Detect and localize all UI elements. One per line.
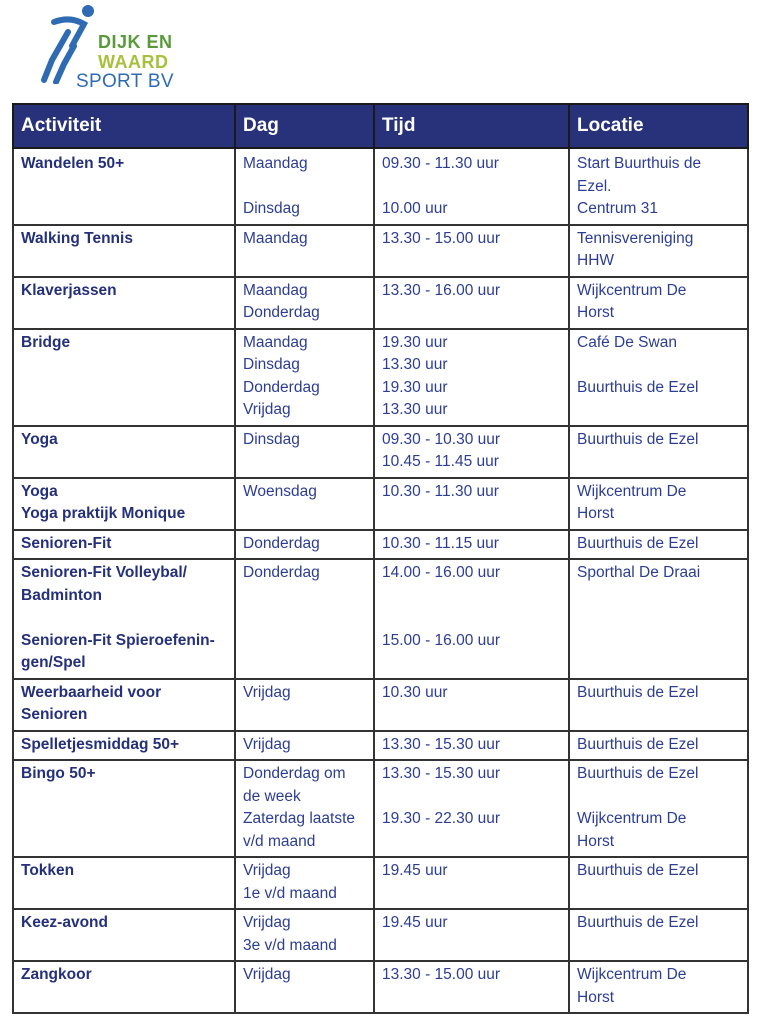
cell-text-line: 13.30 - 15.30 uur [382, 735, 501, 753]
day-cell [235, 329, 374, 426]
blank-line [382, 176, 561, 199]
activity-cell [13, 478, 235, 530]
cell-text-line: v/d maand [243, 832, 316, 850]
location-cell [569, 760, 748, 857]
column-header-tijd: Tijd [374, 104, 569, 148]
location-cell [569, 329, 748, 426]
cell-text-line: Bridge [21, 333, 71, 351]
cell-text-line: Maandag [243, 281, 308, 299]
cell-text-line: Yoga praktijk Monique [21, 505, 186, 522]
time-cell [374, 148, 569, 225]
logo-text-sport-bv: SPORT BV [76, 71, 174, 92]
day-cell [235, 148, 374, 225]
cell-text-line: 09.30 - 11.30 uur [382, 155, 499, 172]
cell-text-line: 10.30 - 11.15 uur [382, 534, 499, 552]
cell-text-line: Maandag [243, 229, 308, 247]
cell-text-line: Bingo 50+ [21, 765, 96, 782]
cell-text-line: Tokken [21, 862, 75, 879]
cell-text-line: Centrum 31 [577, 200, 658, 217]
cell-text-line: Woensdag [243, 482, 317, 500]
activity-cell [13, 731, 235, 761]
cell-text-line: Dinsdag [243, 356, 300, 373]
blank-line [382, 607, 561, 630]
cell-text-line: 19.45 uur [382, 862, 448, 879]
day-cell [235, 559, 374, 679]
cell-text-line: 10.30 - 11.30 uur [382, 482, 499, 500]
activity-cell [13, 225, 235, 277]
day-cell [235, 731, 374, 761]
cell-text-line: 19.45 uur [382, 914, 448, 931]
cell-text-line: Yoga [21, 482, 58, 500]
logo-text-waard: WAARD [98, 52, 169, 72]
table-body [13, 148, 748, 1013]
cell-text-line: Zaterdag laatste [243, 810, 356, 827]
cell-text-line: 14.00 - 16.00 uur [382, 564, 501, 581]
cell-text-line: Donderdag [243, 378, 320, 396]
table-row [13, 760, 748, 857]
table-row [13, 225, 748, 277]
cell-text-line: Horst [577, 505, 615, 522]
cell-text-line: 13.30 uur [382, 401, 448, 418]
cell-text-line: Start Buurthuis de [577, 155, 702, 172]
activity-cell [13, 329, 235, 426]
cell-text-line: 13.30 - 16.00 uur [382, 281, 501, 299]
cell-text-line: Spelletjesmiddag 50+ [21, 735, 180, 753]
cell-text-line: 13.30 uur [382, 356, 448, 373]
cell-text-line: Wijkcentrum De [577, 482, 687, 500]
cell-text-line: de week [243, 787, 301, 805]
cell-text-line: Senioren-Fit Volleybal/ [21, 564, 187, 581]
cell-text-line: Buurthuis de Ezel [577, 683, 699, 701]
time-cell [374, 909, 569, 961]
cell-text-line: Horst [577, 304, 615, 321]
blank-line [382, 585, 561, 608]
location-cell [569, 426, 748, 478]
day-cell [235, 225, 374, 277]
cell-text-line: Horst [577, 832, 615, 850]
time-cell [374, 329, 569, 426]
cell-text-line: Ezel. [577, 177, 612, 195]
time-cell [374, 961, 569, 1013]
activity-cell [13, 148, 235, 225]
day-cell [235, 961, 374, 1013]
activity-cell [13, 426, 235, 478]
cell-text-line: 1e v/d maand [243, 884, 337, 902]
cell-text-line: Dinsdag [243, 200, 300, 217]
cell-text-line: gen/Spel [21, 654, 86, 671]
day-cell [235, 530, 374, 560]
time-cell [374, 679, 569, 731]
cell-text-line: Buurthuis de Ezel [577, 914, 699, 931]
cell-text-line: 19.30 uur [382, 378, 448, 396]
table-row [13, 148, 748, 225]
table-row [13, 909, 748, 961]
cell-text-line: Tennisvereniging [577, 229, 694, 247]
cell-text-line: Buurthuis de Ezel [577, 534, 699, 552]
cell-text-line: Wandelen 50+ [21, 155, 125, 172]
cell-text-line: 15.00 - 16.00 uur [382, 631, 501, 649]
location-cell [569, 478, 748, 530]
activity-cell [13, 277, 235, 329]
column-header-locatie: Locatie [569, 104, 748, 148]
cell-text-line: 13.30 - 15.30 uur [382, 765, 501, 782]
day-cell [235, 426, 374, 478]
cell-text-line: Donderdag om [243, 765, 346, 782]
cell-text-line: Senioren [21, 706, 88, 723]
day-cell [235, 277, 374, 329]
column-header-dag: Dag [235, 104, 374, 148]
location-cell [569, 277, 748, 329]
cell-text-line: 13.30 - 15.00 uur [382, 966, 501, 983]
cell-text-line: 09.30 - 10.30 uur [382, 430, 501, 448]
cell-text-line: HHW [577, 252, 615, 269]
cell-text-line: 10.45 - 11.45 uur [382, 453, 499, 470]
cell-text-line: Buurthuis de Ezel [577, 862, 699, 879]
activity-cell [13, 530, 235, 560]
cell-text-line: Maandag [243, 155, 308, 172]
cell-text-line: Vrijdag [243, 914, 291, 931]
table-row [13, 478, 748, 530]
day-cell [235, 679, 374, 731]
table-row [13, 530, 748, 560]
time-cell [374, 857, 569, 909]
location-cell [569, 679, 748, 731]
time-cell [374, 478, 569, 530]
activity-cell [13, 559, 235, 679]
cell-text-line: Vrijdag [243, 862, 291, 879]
cell-text-line: Vrijdag [243, 683, 291, 701]
cell-text-line: Buurthuis de Ezel [577, 765, 699, 782]
cell-text-line: Horst [577, 988, 615, 1006]
table-row [13, 679, 748, 731]
cell-text-line: 3e v/d maand [243, 936, 337, 954]
cell-text-line: Wijkcentrum De [577, 281, 687, 299]
time-cell [374, 277, 569, 329]
cell-text-line: Dinsdag [243, 430, 300, 448]
blank-line [243, 176, 366, 199]
location-cell [569, 731, 748, 761]
cell-text-line: Café De Swan [577, 333, 677, 351]
table-header-row [13, 104, 748, 148]
time-cell [374, 731, 569, 761]
location-cell [569, 225, 748, 277]
cell-text-line: Klaverjassen [21, 281, 117, 299]
cell-text-line: Sporthal De Draai [577, 564, 701, 581]
activity-cell [13, 679, 235, 731]
location-cell [569, 530, 748, 560]
table-row [13, 857, 748, 909]
activity-cell [13, 909, 235, 961]
day-cell [235, 478, 374, 530]
cell-text-line: Buurthuis de Ezel [577, 378, 699, 396]
cell-text-line: 19.30 - 22.30 uur [382, 810, 501, 827]
time-cell [374, 225, 569, 277]
blank-line [21, 607, 227, 630]
cell-text-line: Vrijdag [243, 401, 291, 418]
location-cell [569, 559, 748, 679]
day-cell [235, 760, 374, 857]
activity-cell [13, 961, 235, 1013]
logo [40, 2, 200, 94]
table-row [13, 961, 748, 1013]
cell-text-line: Walking Tennis [21, 229, 133, 247]
time-cell [374, 559, 569, 679]
table-row [13, 329, 748, 426]
activity-schedule-table [12, 103, 749, 1014]
cell-text-line: Donderdag [243, 564, 320, 581]
location-cell [569, 909, 748, 961]
activity-cell [13, 857, 235, 909]
cell-text-line: Vrijdag [243, 966, 291, 983]
activity-cell [13, 760, 235, 857]
cell-text-line: Senioren-Fit Spieroefenin- [21, 631, 215, 649]
logo-text-dijk-en: DIJK EN [98, 32, 173, 52]
blank-line [382, 786, 561, 809]
cell-text-line: Donderdag [243, 534, 320, 552]
table-row [13, 277, 748, 329]
blank-line [577, 354, 740, 377]
table-row [13, 559, 748, 679]
cell-text-line: Badminton [21, 586, 102, 604]
cell-text-line: 10.30 uur [382, 683, 448, 701]
time-cell [374, 760, 569, 857]
location-cell [569, 857, 748, 909]
cell-text-line: Weerbaarheid voor [21, 683, 162, 701]
day-cell [235, 857, 374, 909]
table-row [13, 731, 748, 761]
cell-text-line: Wijkcentrum De [577, 810, 687, 827]
blank-line [577, 786, 740, 809]
location-cell [569, 148, 748, 225]
cell-text-line: Vrijdag [243, 735, 291, 753]
cell-text-line: Wijkcentrum De [577, 966, 687, 983]
location-cell [569, 961, 748, 1013]
cell-text-line: Maandag [243, 333, 308, 351]
cell-text-line: Keez-avond [21, 914, 108, 931]
time-cell [374, 426, 569, 478]
column-header-activiteit: Activiteit [13, 104, 235, 148]
cell-text-line: Zangkoor [21, 966, 92, 983]
day-cell [235, 909, 374, 961]
cell-text-line: Donderdag [243, 304, 320, 321]
time-cell [374, 530, 569, 560]
cell-text-line: Buurthuis de Ezel [577, 735, 699, 753]
cell-text-line: Senioren-Fit [21, 534, 112, 552]
cell-text-line: 19.30 uur [382, 333, 448, 351]
table-row [13, 426, 748, 478]
cell-text-line: Buurthuis de Ezel [577, 430, 699, 448]
cell-text-line: 10.00 uur [382, 200, 448, 217]
cell-text-line: Yoga [21, 430, 58, 448]
cell-text-line: 13.30 - 15.00 uur [382, 229, 501, 247]
